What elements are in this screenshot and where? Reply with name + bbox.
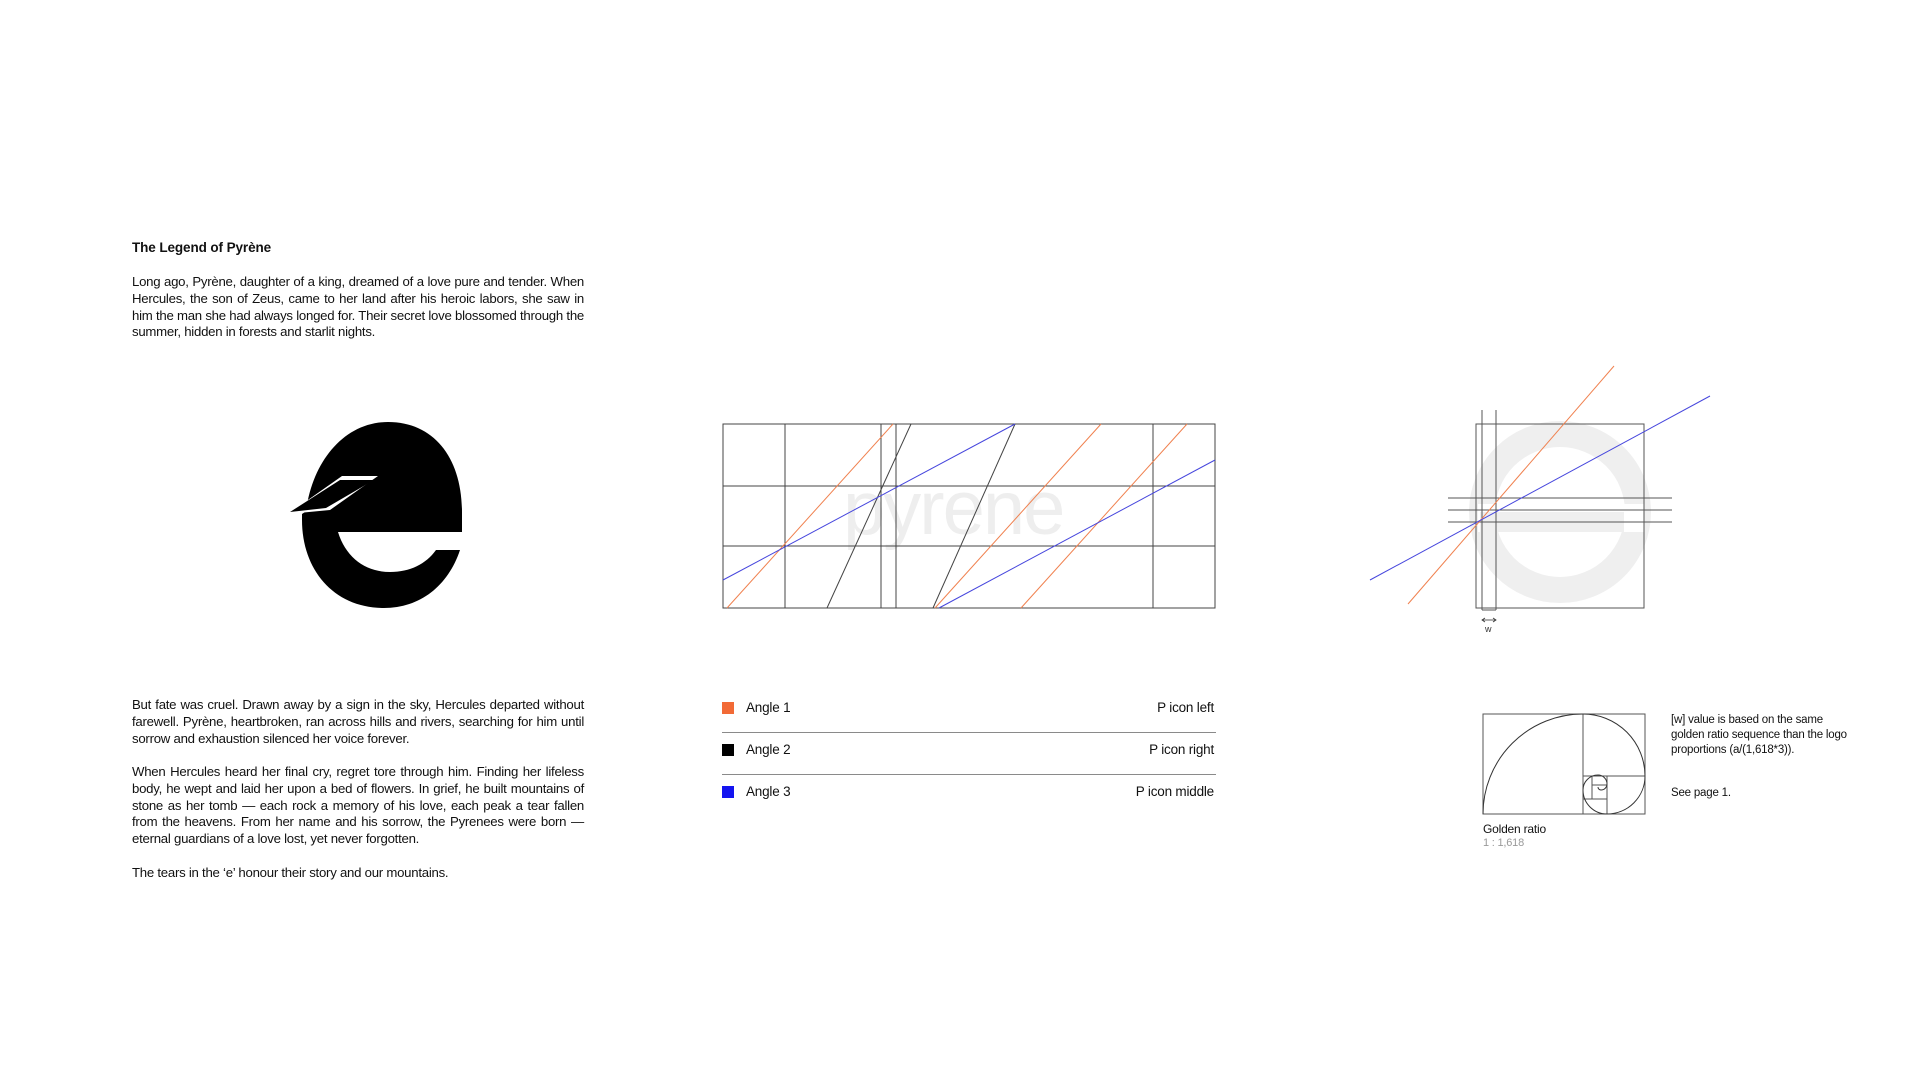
- w-value-note: [w] value is based on the same golden ratio sequence than the logo proportions (a/(1,618*3)).: [1671, 714, 1847, 756]
- legend-label: Angle 2: [746, 742, 791, 757]
- story-paragraph-4: The tears in the ‘e’ honour their story and our mountains.: [132, 865, 449, 880]
- legend-value: P icon left: [1157, 700, 1214, 715]
- w-marker: w: [1485, 624, 1492, 634]
- see-page-note: See page 1.: [1671, 787, 1731, 799]
- golden-ratio-value: 1 : 1,618: [1483, 837, 1525, 849]
- pyrene-watermark: pyrene: [843, 466, 1064, 551]
- legend-row-angle-1: [722, 691, 1216, 733]
- golden-ratio-diagram: [1482, 713, 1646, 815]
- wordmark-construction-grid: [721, 422, 1217, 612]
- orange-swatch: [722, 702, 734, 714]
- logo-angle-construction: [1368, 364, 1718, 640]
- blue-swatch: [722, 786, 734, 798]
- angles-legend: [722, 691, 1216, 816]
- legend-label: Angle 3: [746, 784, 791, 799]
- legend-value: P icon right: [1149, 742, 1214, 757]
- e-logo-mark: [286, 420, 466, 610]
- legend-value: P icon middle: [1135, 784, 1214, 799]
- black-swatch: [722, 744, 734, 756]
- story-paragraph-3: When Hercules heard her final cry, regret tore through him. Finding her lifeless body, he wept and laid her upon a bed of flowers. In grief, he built mountains of stone as her tomb — each rock a memory of his love, each peak a tear fallen from the heavens. From her name and his sorrow, the Pyrenees were born — eternal guardians of a love lost, yet never forgotten.: [132, 764, 584, 847]
- story-title: The Legend of Pyrène: [132, 240, 272, 255]
- golden-ratio-label: Golden ratio: [1483, 822, 1546, 836]
- story-paragraph-2: But fate was cruel. Drawn away by a sign in the sky, Hercules departed without farewell. Pyrène, heartbroken, ran across hills and rivers, searching for him until sorrow and exhaustion silenced her voice forever.: [132, 697, 584, 746]
- story-paragraph-1: Long ago, Pyrène, daughter of a king, dreamed of a love pure and tender. When Hercules, the son of Zeus, came to her land after his heroic labors, she saw in him the man she had always longed for. Their secret love blossomed through the summer, hidden in forests and starlit nights.: [132, 274, 584, 340]
- legend-row-angle-2: [722, 733, 1216, 775]
- legend-row-angle-3: [722, 775, 1216, 816]
- legend-label: Angle 1: [746, 700, 791, 715]
